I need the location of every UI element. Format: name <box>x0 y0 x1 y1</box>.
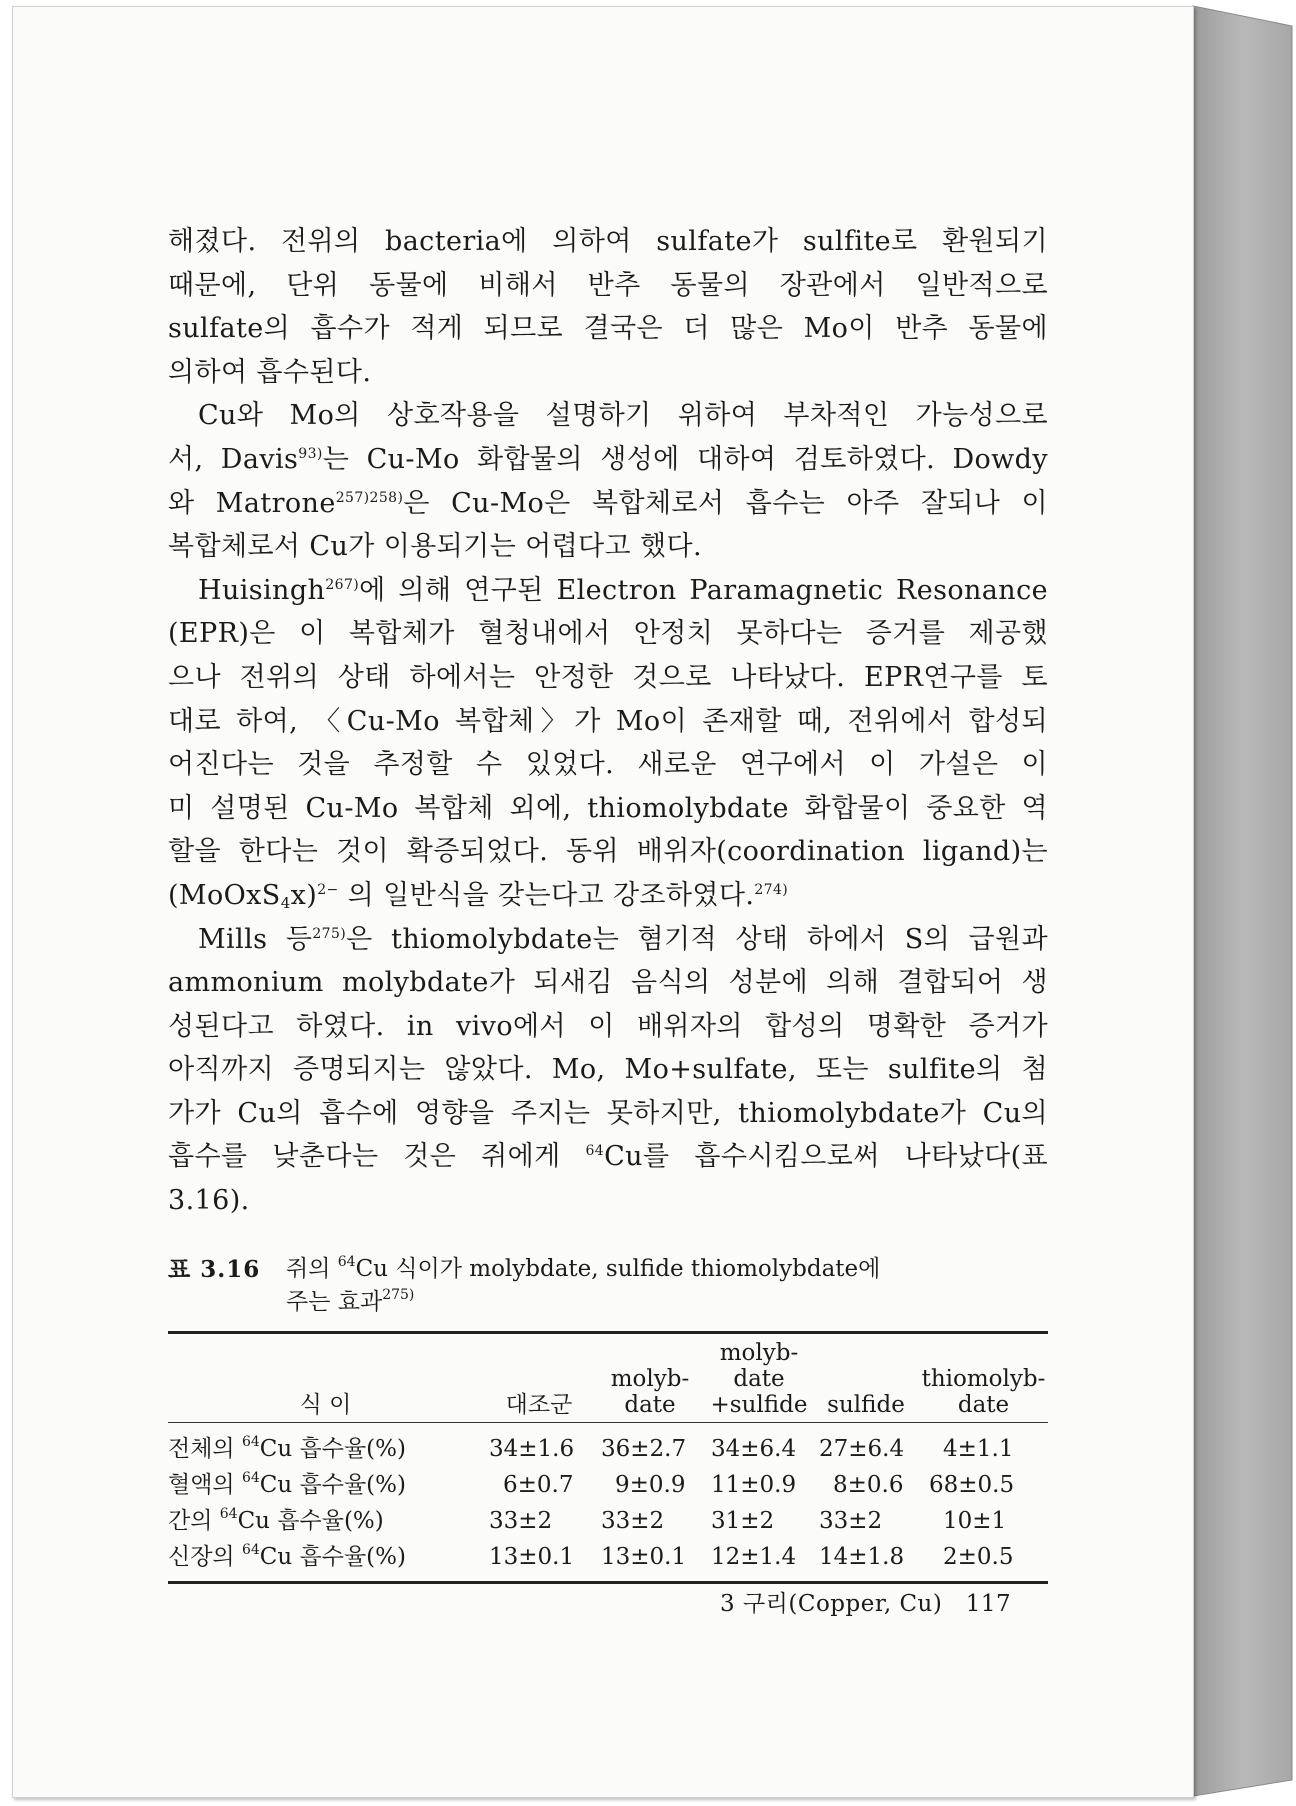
isotope-mass: 64 <box>337 1253 356 1270</box>
paragraph-1 <box>168 220 1048 394</box>
header-sulfide: sulfide <box>827 1391 905 1418</box>
text-line: 할을 한다는 것이 확증되었다. 동위 배위자(coordination ligand)는 <box>168 836 1048 868</box>
header-line: thiomolyb- <box>921 1365 1046 1392</box>
table-row <box>168 1503 1048 1539</box>
header-line: molyb- <box>719 1339 799 1366</box>
text-line: 복합체로서 Cu가 이용되기는 어렵다고 했다. <box>168 531 702 563</box>
text-line: 의하여 흡수된다. <box>168 356 372 388</box>
table-row <box>168 1431 1048 1467</box>
text-line <box>168 569 1048 613</box>
text-segment: 와 Matrone <box>168 487 336 519</box>
text-segment: 에 의해 연구된 Electron Paramagnetic Resonance <box>359 574 1048 606</box>
cell-value: 2±0.5 <box>943 1543 1014 1570</box>
paragraph-3 <box>168 569 1048 918</box>
isotope-mass: 64 <box>219 1505 238 1522</box>
text-line: sulfate의 흡수가 적게 되므로 결국은 더 많은 Mo이 반추 동물에 <box>168 313 1048 345</box>
text-segment: Cu 식이가 molybdate, sulfide thiomolybdate에 <box>355 1255 881 1282</box>
text-segment: Mills 등 <box>198 923 313 955</box>
cell-value: 4±1.1 <box>943 1435 1014 1462</box>
text-line: 가가 Cu의 흡수에 영향을 주지는 못하지만, thiomolybdate가 Cu의 <box>168 1097 1048 1129</box>
caption-line <box>286 1253 1048 1286</box>
text-segment: 주는 효과 <box>286 1288 383 1315</box>
citation-ref: 275) <box>312 925 347 942</box>
row-label <box>168 1431 483 1467</box>
text-line: (EPR)은 이 복합체가 혈청내에서 안정치 못하다는 증거를 제공했 <box>168 618 1048 650</box>
text-line <box>168 482 1048 526</box>
header-line: molyb- <box>610 1365 690 1392</box>
citation-ref: 257)258) <box>335 489 404 506</box>
cell-value: 34±6.4 <box>711 1435 797 1462</box>
text-line: 때문에, 단위 동물에 비해서 반추 동물의 장관에서 일반적으로 <box>168 269 1048 301</box>
cell-value: 34±1.6 <box>489 1435 575 1462</box>
text-segment: 의 일반식을 갖는다고 강조하였다. <box>347 879 755 911</box>
text-segment: Cu 흡수율(%) <box>259 1435 406 1462</box>
cell-value: 68±0.5 <box>929 1471 1015 1498</box>
text-line: Cu와 Mo의 상호작용을 설명하기 위하여 부차적인 가능성으로 <box>198 400 1048 432</box>
header-line: date <box>957 1391 1010 1418</box>
caption-line <box>286 1286 1048 1319</box>
header-molybdate-sulfide <box>705 1340 813 1418</box>
cell-value: 12±1.4 <box>711 1543 797 1570</box>
table-row <box>168 1467 1048 1503</box>
text-segment: Cu 흡수율(%) <box>237 1507 384 1534</box>
text-line: ammonium molybdate가 되새김 음식의 성분에 의해 결합되어 생 <box>168 967 1048 999</box>
text-line: 성된다고 하였다. in vivo에서 이 배위자의 합성의 명확한 증거가 <box>168 1010 1048 1042</box>
header-control: 대조군 <box>505 1391 573 1418</box>
cell-value: 6±0.7 <box>503 1471 574 1498</box>
row-label <box>168 1467 483 1503</box>
cell-value: 27±6.4 <box>819 1435 905 1462</box>
text-segment: 는 Cu-Mo 화합물의 생성에 대하여 검토하였다. Dowdy <box>322 443 1048 475</box>
text-segment: 은 thiomolybdate는 혐기적 상태 하에서 S의 급원과 <box>346 923 1049 955</box>
row-label <box>168 1539 483 1575</box>
cell-value: 11±0.9 <box>711 1471 797 1498</box>
text-segment: Huisingh <box>198 574 326 606</box>
text-segment: Cu를 흡수시킴으로써 나타났다(표 <box>604 1141 1049 1173</box>
table-number: 표 3.16 <box>168 1255 261 1283</box>
text-line: 으나 전위의 상태 하에서는 안정한 것으로 나타났다. EPR연구를 토 <box>168 661 1048 693</box>
cell-value: 14±1.8 <box>819 1543 905 1570</box>
text-segment: 서, Davis <box>168 443 299 475</box>
formula-segment: x) <box>290 879 318 911</box>
text-segment: Cu 흡수율(%) <box>259 1543 406 1570</box>
paragraph-2 <box>168 394 1048 568</box>
data-table <box>168 1331 1048 1584</box>
citation-ref: 93) <box>298 445 323 462</box>
cell-value: 9±0.9 <box>615 1471 686 1498</box>
isotope-mass: 64 <box>585 1143 605 1160</box>
text-segment: 전체의 <box>168 1435 242 1462</box>
cell-value: 33±2 <box>489 1507 553 1534</box>
text-segment: 신장의 <box>168 1543 242 1570</box>
header-thiomolybdate <box>919 1366 1048 1418</box>
text-line: 3.16). <box>168 1185 250 1217</box>
cell-value: 33±2 <box>601 1507 665 1534</box>
isotope-mass: 64 <box>241 1541 260 1558</box>
citation-ref: 274) <box>754 881 789 898</box>
header-diet: 식 이 <box>299 1391 352 1418</box>
formula-subscript: 4 <box>280 893 291 912</box>
cell-value: 31±2 <box>711 1507 775 1534</box>
citation-ref: 275) <box>382 1286 415 1303</box>
header-line: date <box>624 1391 676 1418</box>
text-line: 해졌다. 전위의 bacteria에 의하여 sulfate가 sulfite로 환원되기 <box>168 226 1048 257</box>
text-line <box>168 918 1048 962</box>
table-row <box>168 1539 1048 1575</box>
header-line: date <box>733 1365 785 1392</box>
text-segment: 간의 <box>168 1507 220 1534</box>
cell-value: 10±1 <box>943 1507 1007 1534</box>
formula-segment: (MoOxS <box>168 879 281 911</box>
text-line: 아직까지 증명되지는 않았다. Mo, Mo+sulfate, 또는 sulfite의 첨 <box>168 1054 1048 1086</box>
text-segment: Cu 흡수율(%) <box>259 1471 406 1498</box>
cell-value: 36±2.7 <box>601 1435 687 1462</box>
text-line: 미 설명된 Cu-Mo 복합체 외에, thiomolybdate 화합물이 중요한 역 <box>168 792 1048 824</box>
header-molybdate <box>595 1366 705 1418</box>
table-body <box>168 1423 1048 1581</box>
text-line <box>168 438 1048 482</box>
text-line: 어진다는 것을 추정할 수 있었다. 새로운 연구에서 이 가설은 이 <box>168 749 1048 781</box>
page-content <box>168 220 1048 1584</box>
text-line: 대로 하여, 〈Cu-Mo 복합체〉가 Mo이 존재할 때, 전위에서 합성되 <box>168 705 1048 737</box>
cell-value: 13±0.1 <box>489 1543 575 1570</box>
citation-ref: 267) <box>325 576 360 593</box>
table-caption <box>168 1253 1048 1319</box>
cell-value: 33±2 <box>819 1507 883 1534</box>
formula-charge: 2− <box>317 881 339 898</box>
text-segment: 은 Cu-Mo은 복합체로서 흡수는 아주 잘되나 이 <box>403 487 1048 519</box>
text-segment: 혈액의 <box>168 1471 242 1498</box>
header-line: +sulfide <box>710 1391 808 1418</box>
isotope-mass: 64 <box>241 1469 260 1486</box>
isotope-mass: 64 <box>241 1433 260 1450</box>
text-segment: 흡수를 낮춘다는 것은 쥐에게 <box>168 1141 586 1173</box>
page-footer <box>720 1585 1011 1618</box>
text-line <box>168 1135 1048 1179</box>
running-footer-chapter: 3 구리(Copper, Cu) <box>720 1591 943 1617</box>
table-header <box>168 1334 1048 1423</box>
text-segment: 쥐의 <box>286 1255 338 1282</box>
paragraph-4 <box>168 918 1048 1223</box>
cell-value: 13±0.1 <box>601 1543 687 1570</box>
text-line <box>168 874 1048 918</box>
table-caption-text <box>286 1253 1048 1319</box>
cell-value: 8±0.6 <box>833 1471 904 1498</box>
row-label <box>168 1503 483 1539</box>
page-number: 117 <box>965 1591 1012 1617</box>
